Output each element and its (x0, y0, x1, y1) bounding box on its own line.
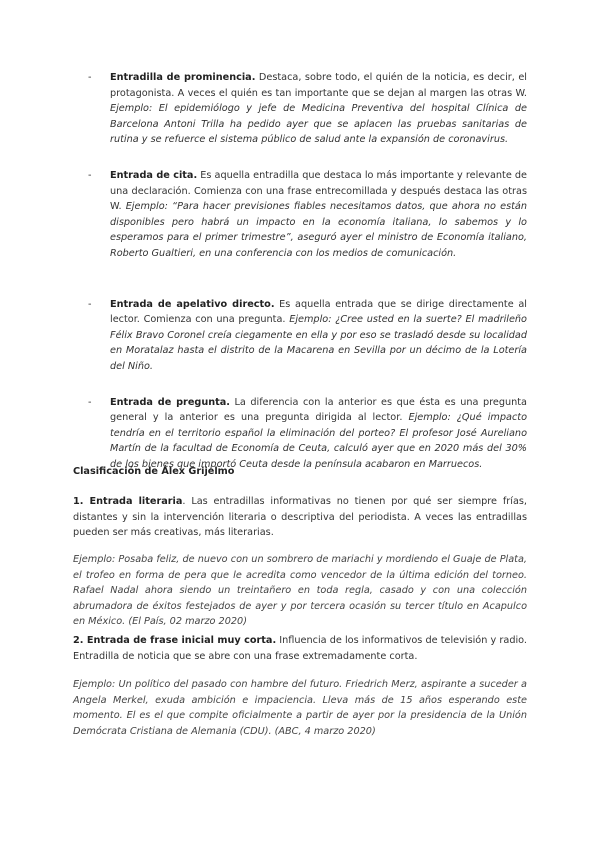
item-term: Entrada de apelativo directo. (110, 298, 275, 310)
list-item (0, 297, 600, 375)
bullet-dash: - (88, 72, 92, 83)
item-example: Ejemplo: ¿Cree usted en la suerte? El madrileño Félix Bravo Coronel creía ciegamente en ella y por eso se trasladó desde su localidad en Moratalaz hasta el distrito de la Macarena en Sevilla por un décimo de la Lotería del Niño. (110, 314, 527, 372)
item-term: Entrada de cita. (110, 169, 198, 181)
item2-text: Influencia de los informativos de televisión y radio. Entradilla de noticia que se abre con una frase extremadamente corta. (73, 635, 527, 662)
bullet-dash: - (88, 298, 92, 310)
list-item (0, 168, 600, 262)
item-text: Destaca, sobre todo, el quién de la noticia, es decir, el protagonista. A veces el quién es tan importante que se dejan al margen las otras W. (110, 72, 527, 99)
item2-term: 2. Entrada de frase inicial muy corta. (73, 635, 277, 646)
lead-types-list (0, 70, 600, 472)
item1-example: Ejemplo: Posaba feliz, de nuevo con un sombrero de mariachi y mordiendo el Guaje de Plata, el trofeo en forma de pera que le acredita como vencedor de la última edición del torneo. Rafael Nadal ahora siendo un treintañero en toda regla, casado y con una colección abrumadora de éxitos festejados de ayer y por tercera ocasión su tercer título en Acapulco en México. (El País, 02 marzo 2020) (73, 554, 527, 628)
item1-text: . Las entradillas informativas no tienen por qué ser siempre frías, distantes y sin la intervención literaria o descriptiva del periodista. A veces las entradillas pueden ser más creativas, más literarias. (73, 496, 528, 539)
item-term: Entrada de pregunta. (110, 396, 230, 408)
item-example: Ejemplo: El epidemiólogo y jefe de Medicina Preventiva del hospital Clínica de Barcelona Antoni Trilla ha pedido ayer que se aplacen las pruebas sanitarias de rutina y se refuerce el sistema público de salud ante la expansión de coronavirus. (110, 103, 527, 146)
bullet-dash: - (88, 169, 92, 181)
section-title (73, 464, 527, 480)
item-example: Ejemplo: ¿Qué impacto tendría en el territorio español la eliminación del porteo? El profesor José Aureliano Martín de la facultad de Economía de Ceuta, calculó ayer que en 2020 más del 30% de los bienes que importó Ceuta desde la península acabaron en Marruecos. (110, 412, 527, 470)
item-example: Ejemplo: “Para hacer previsiones fiables necesitamos datos, que ahora no están disponibles pero habrá un impacto en la economía italiana, lo sabemos y lo esperamos para el primer trimestre”, aseguró ayer el ministro de Economía italiano, Roberto Gualtieri, en una conferencia con los medios de comunicación. (110, 201, 527, 259)
section-title-text: Clasificación de Álex Grijelmo (73, 466, 235, 477)
item1-paragraph (73, 494, 527, 541)
bullet-dash: - (88, 396, 92, 408)
list-item (0, 395, 600, 473)
item1-term: 1. Entrada literaria (73, 496, 183, 507)
item-text: Es aquella entradilla que destaca lo más importante y relevante de una declaración. Comienza con una frase entrecomillada y después destaca las otras W. (110, 169, 528, 213)
item-text: Es aquella entrada que se dirige directamente al lector. Comienza con una pregunta. (110, 298, 527, 326)
item2-example: Ejemplo: Un político del pasado con hambre del futuro. Friedrich Merz, aspirante a suceder a Angela Merkel, exuda ambición e impaciencia. Lleva más de 15 años esperando este momento. El es el que compite oficialmente a partir de ayer por la presidencia de la Unión Demócrata Cristiana de Alemania (CDU). (ABC, 4 marzo 2020) (73, 679, 527, 737)
item-term: Entradilla de prominencia. (110, 72, 256, 83)
list-item (0, 70, 600, 148)
item2-paragraph (73, 633, 527, 664)
item-text: La diferencia con la anterior es que ésta es una pregunta general y la anterior es una pregunta dirigida al lector. (110, 396, 527, 424)
